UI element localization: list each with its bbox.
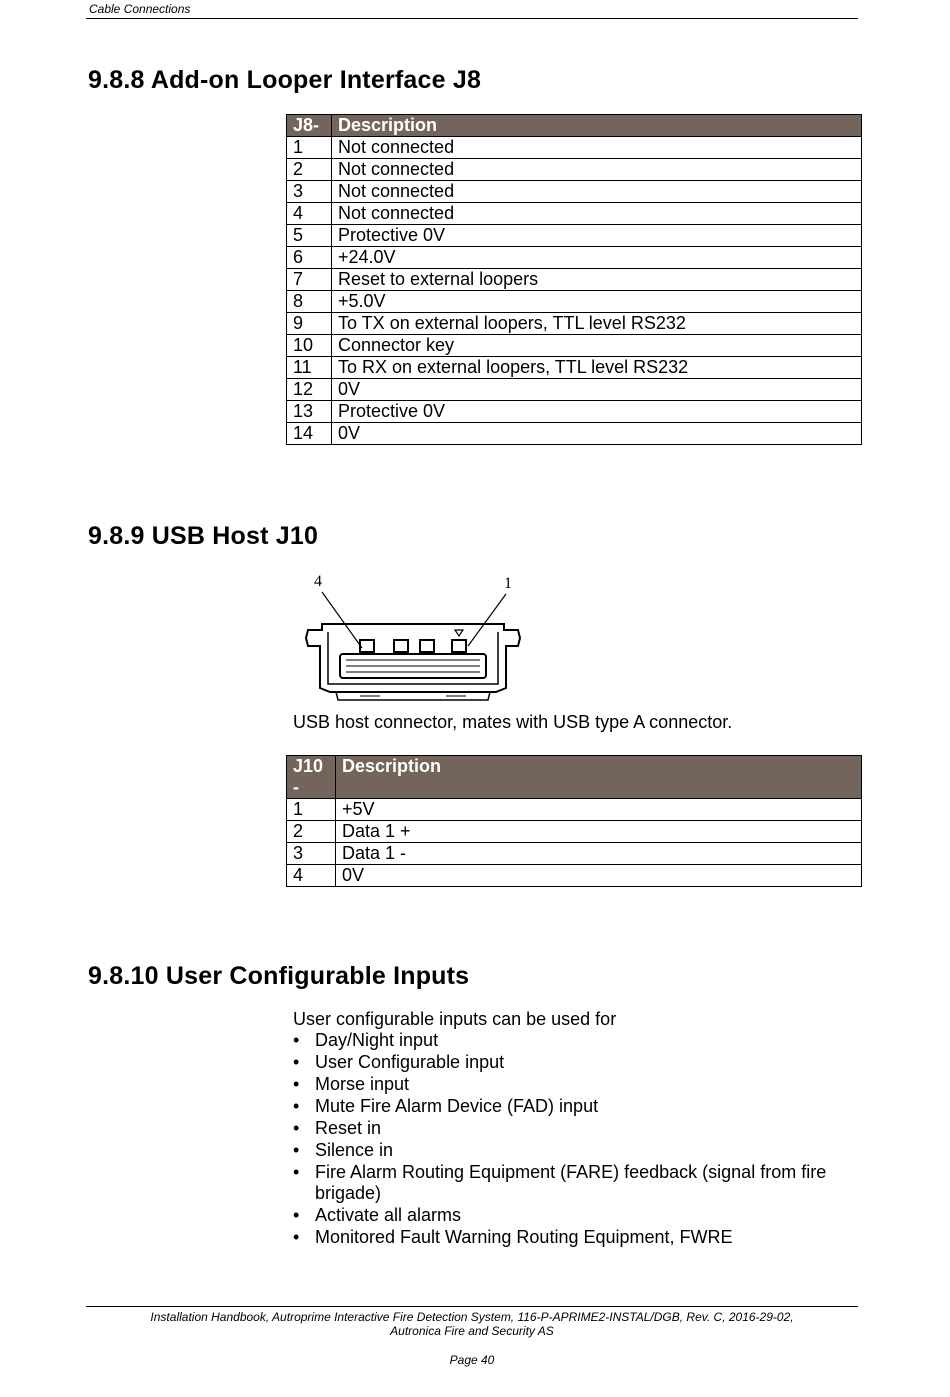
pin-description-cell: Protective 0V — [332, 225, 862, 247]
column-header-description: Description — [332, 115, 862, 137]
pin-number-cell: 6 — [287, 247, 332, 269]
table-row — [287, 137, 862, 159]
list-item: • User Configurable input — [293, 1052, 853, 1073]
pin-number-cell: 13 — [287, 401, 332, 423]
pin-number-cell: 7 — [287, 269, 332, 291]
table-row — [287, 799, 862, 821]
pin-number-cell: 3 — [287, 181, 332, 203]
section-title-inputs: 9.8.10 User Configurable Inputs — [88, 962, 470, 990]
table-row — [287, 247, 862, 269]
table-row — [287, 843, 862, 865]
pin-description-cell: Not connected — [332, 203, 862, 225]
running-header: Cable Connections — [89, 2, 191, 16]
table-header-row — [287, 115, 862, 137]
footer-line-1: Installation Handbook, Autroprime Interactive Fire Detection System, 116-P-APRIME2-INSTAL/DGB, Rev. C, 2016-29-02, — [150, 1310, 794, 1324]
footer-line-2: Autronica Fire and Security AS — [390, 1324, 554, 1338]
pin-number-cell: 9 — [287, 313, 332, 335]
usb-connector-drawing — [300, 568, 526, 704]
table-row — [287, 225, 862, 247]
pin-description-cell: 0V — [336, 865, 862, 887]
column-header-pin: J8- — [287, 115, 332, 137]
table-row — [287, 291, 862, 313]
pin-number-cell: 14 — [287, 423, 332, 445]
pin-description-cell: +5V — [336, 799, 862, 821]
pin-description-cell: Protective 0V — [332, 401, 862, 423]
table-row — [287, 313, 862, 335]
table-row — [287, 269, 862, 291]
column-header-description: Description — [336, 756, 862, 799]
column-header-pin: J10 - — [287, 756, 336, 799]
table-row — [287, 423, 862, 445]
pin-description-cell: Not connected — [332, 159, 862, 181]
pin-number-cell: 8 — [287, 291, 332, 313]
pin-description-cell: Data 1 - — [336, 843, 862, 865]
table-row — [287, 357, 862, 379]
list-item: • Mute Fire Alarm Device (FAD) input — [293, 1096, 853, 1117]
footer-citation — [86, 1310, 858, 1338]
inputs-intro: User configurable inputs can be used for — [293, 1009, 617, 1029]
table-row — [287, 181, 862, 203]
table-row — [287, 159, 862, 181]
j10-pin-table — [286, 755, 862, 887]
table-row — [287, 203, 862, 225]
footer-rule — [86, 1306, 858, 1307]
table-row — [287, 379, 862, 401]
j8-pin-table — [286, 114, 862, 445]
j8-table-body — [287, 137, 862, 445]
pin-number-cell: 4 — [287, 865, 336, 887]
table-row — [287, 401, 862, 423]
pin-number-cell: 2 — [287, 159, 332, 181]
list-item: • Morse input — [293, 1074, 853, 1095]
pin-description-cell: Not connected — [332, 137, 862, 159]
pin-description-cell: Connector key — [332, 335, 862, 357]
pin-number-cell: 1 — [287, 137, 332, 159]
pin-description-cell: Not connected — [332, 181, 862, 203]
header-rule — [86, 18, 858, 19]
pin-number-cell: 10 — [287, 335, 332, 357]
pin-description-cell: Data 1 + — [336, 821, 862, 843]
pin-number-cell: 11 — [287, 357, 332, 379]
pin-number-cell: 5 — [287, 225, 332, 247]
j10-table-body — [287, 799, 862, 887]
pin-description-cell: +5.0V — [332, 291, 862, 313]
pin-label-right: 1 — [504, 575, 512, 592]
pin-description-cell: +24.0V — [332, 247, 862, 269]
pin-description-cell: Reset to external loopers — [332, 269, 862, 291]
pin-number-cell: 1 — [287, 799, 336, 821]
pin-description-cell: To TX on external loopers, TTL level RS232 — [332, 313, 862, 335]
pin-description-cell: 0V — [332, 379, 862, 401]
pin-description-cell: To RX on external loopers, TTL level RS232 — [332, 357, 862, 379]
list-item: • Activate all alarms — [293, 1205, 853, 1226]
section-title-j10: 9.8.9 USB Host J10 — [88, 522, 319, 550]
list-item: • Day/Night input — [293, 1030, 853, 1051]
page-number: Page 40 — [449, 1353, 495, 1367]
inputs-bullet-list — [293, 1030, 853, 1249]
pin-number-cell: 2 — [287, 821, 336, 843]
pin-description-cell: 0V — [332, 423, 862, 445]
list-item: • Reset in — [293, 1118, 853, 1139]
table-row — [287, 821, 862, 843]
pin-label-left: 4 — [314, 573, 322, 590]
list-item: • Fire Alarm Routing Equipment (FARE) feedback (signal from fire brigade) — [293, 1162, 853, 1204]
section-title-j8: 9.8.8 Add-on Looper Interface J8 — [88, 66, 482, 94]
list-item: • Silence in — [293, 1140, 853, 1161]
table-header-row — [287, 756, 862, 799]
table-row — [287, 865, 862, 887]
list-item: • Monitored Fault Warning Routing Equipment, FWRE — [293, 1227, 853, 1248]
usb-caption: USB host connector, mates with USB type A connector. — [293, 712, 733, 732]
pin-number-cell: 12 — [287, 379, 332, 401]
table-row — [287, 335, 862, 357]
pin-number-cell: 3 — [287, 843, 336, 865]
pin-number-cell: 4 — [287, 203, 332, 225]
